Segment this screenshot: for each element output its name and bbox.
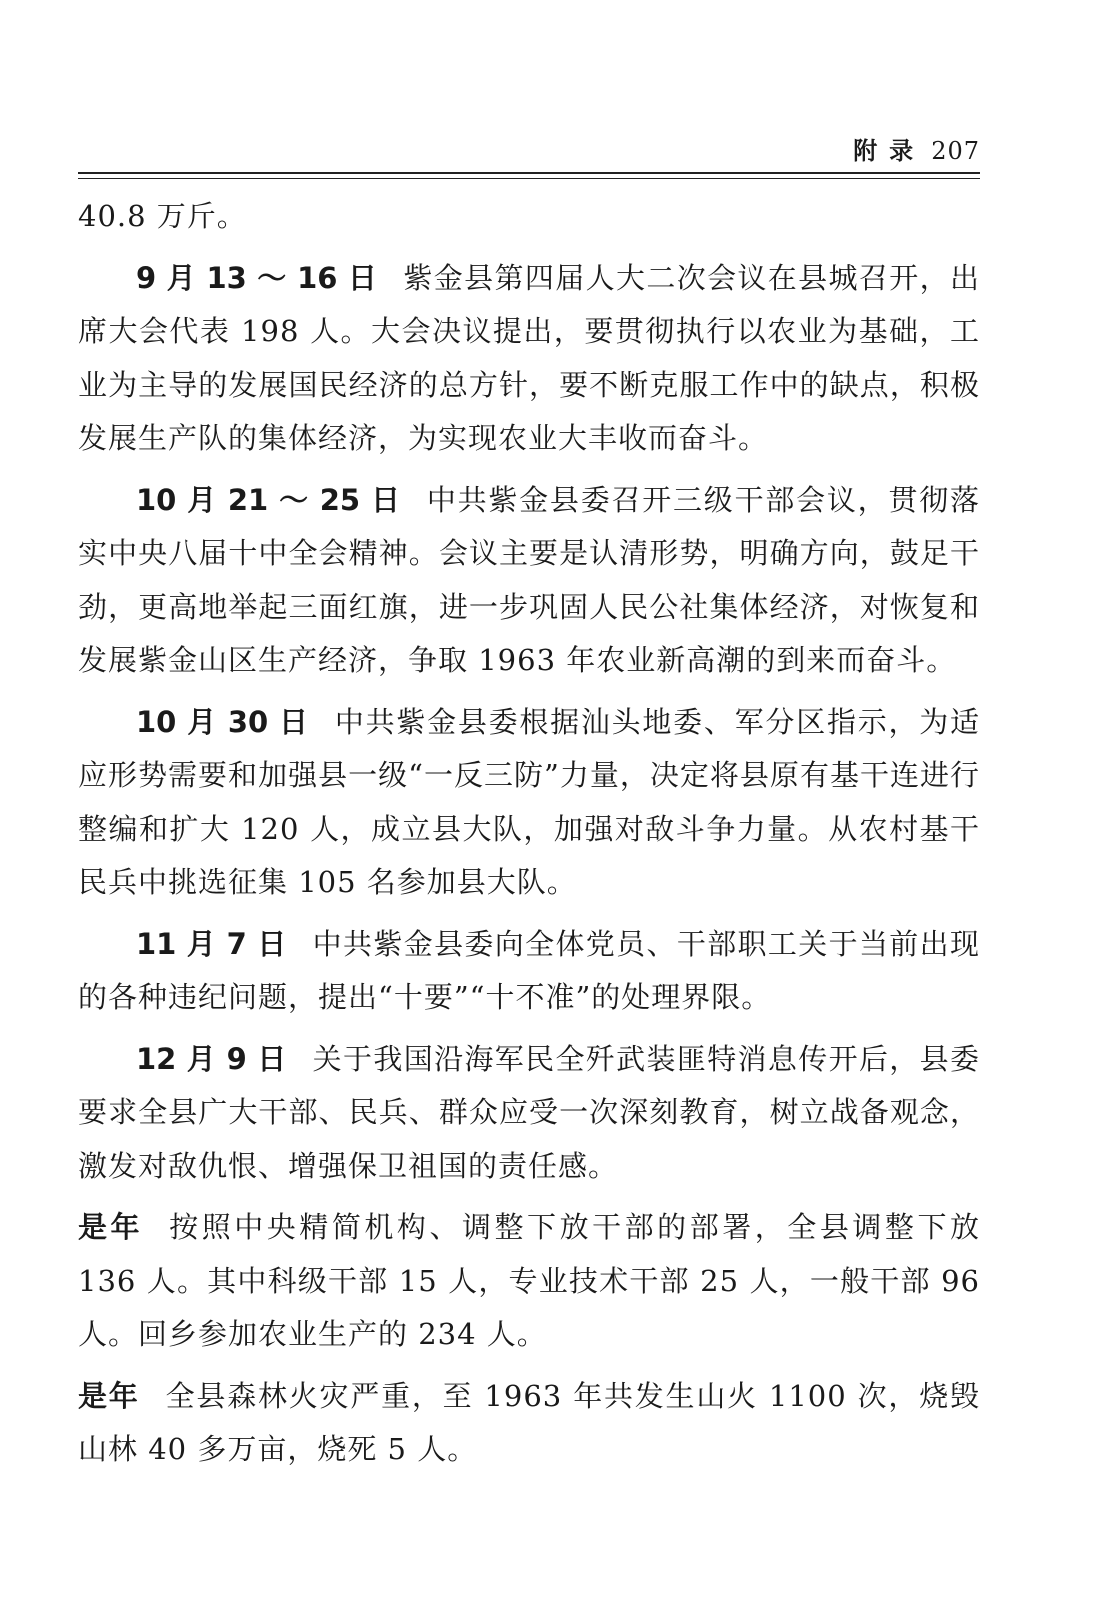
chronicle-body — [78, 190, 980, 1477]
entry-text: 全县森林火灾严重，至 1963 年共发生山火 1100 次，烧毁山林 40 多万亩，烧死 5 人。 — [78, 1378, 980, 1466]
entry-text: 按照中央精简机构、调整下放干部的部署，全县调整下放 136 人。其中科级干部 15 人，专业技术干部 25 人，一般干部 96 人。回乡参加农业生产的 234 人。 — [78, 1210, 980, 1351]
entry-date: 10 月 30 日 — [136, 704, 309, 739]
entry-date: 是年 — [78, 1378, 140, 1413]
entry-text: 关于我国沿海军民全歼武装匪特消息传开后，县委要求全县广大干部、民兵、群众应受一次深刻教育，树立战备观念，激发对敌仇恨、增强保卫祖国的责任感。 — [78, 1041, 980, 1183]
chronicle-entry — [78, 252, 980, 466]
entry-text: 紫金县第四届人大二次会议在县城召开，出席大会代表 198 人。大会决议提出，要贯彻执行以农业为基础，工业为主导的发展国民经济的总方针，要不断克服工作中的缺点，积极发展生产队的集体经济，为实现农业大丰收而奋斗。 — [78, 260, 980, 455]
entry-text: 中共紫金县委召开三级干部会议，贯彻落实中央八届十中全会精神。会议主要是认清形势，明确方向，鼓足干劲，更高地举起三面红旗，进一步巩固人民公社集体经济，对恢复和发展紫金山区生产经济，争取 1963 年农业新高潮的到来而奋斗。 — [78, 482, 980, 677]
entry-text: 中共紫金县委根据汕头地委、军分区指示，为适应形势需要和加强县一级“一反三防”力量，决定将县原有基干连进行整编和扩大 120 人，成立县大队，加强对敌斗争力量。从农村基干民兵中挑选征集 105 名参加县大队。 — [78, 704, 980, 899]
header-text — [853, 136, 980, 166]
entry-date: 12 月 9 日 — [136, 1041, 287, 1076]
entry-date: 9 月 13 ～ 16 日 — [136, 260, 378, 295]
chronicle-entry — [78, 1033, 980, 1194]
chronicle-entry — [78, 1201, 980, 1362]
running-header — [78, 136, 980, 166]
entry-date: 11 月 7 日 — [136, 926, 287, 961]
page-number: 207 — [931, 137, 980, 165]
section-title: 附录 — [853, 136, 926, 165]
chronicle-entry — [78, 696, 980, 910]
entry-date: 是年 — [78, 1210, 144, 1244]
paragraph-text: 40.8 万斤。 — [78, 199, 247, 233]
entry-date: 10 月 21 ～ 25 日 — [136, 482, 401, 517]
chronicle-entry — [78, 918, 980, 1025]
header-rule — [78, 172, 980, 179]
continuation-paragraph — [78, 190, 980, 244]
chronicle-entry — [78, 474, 980, 688]
entry-text: 中共紫金县委向全体党员、干部职工关于当前出现的各种违纪问题，提出“十要”“十不准”的处理界限。 — [78, 926, 980, 1014]
chronicle-entry — [78, 1370, 980, 1477]
